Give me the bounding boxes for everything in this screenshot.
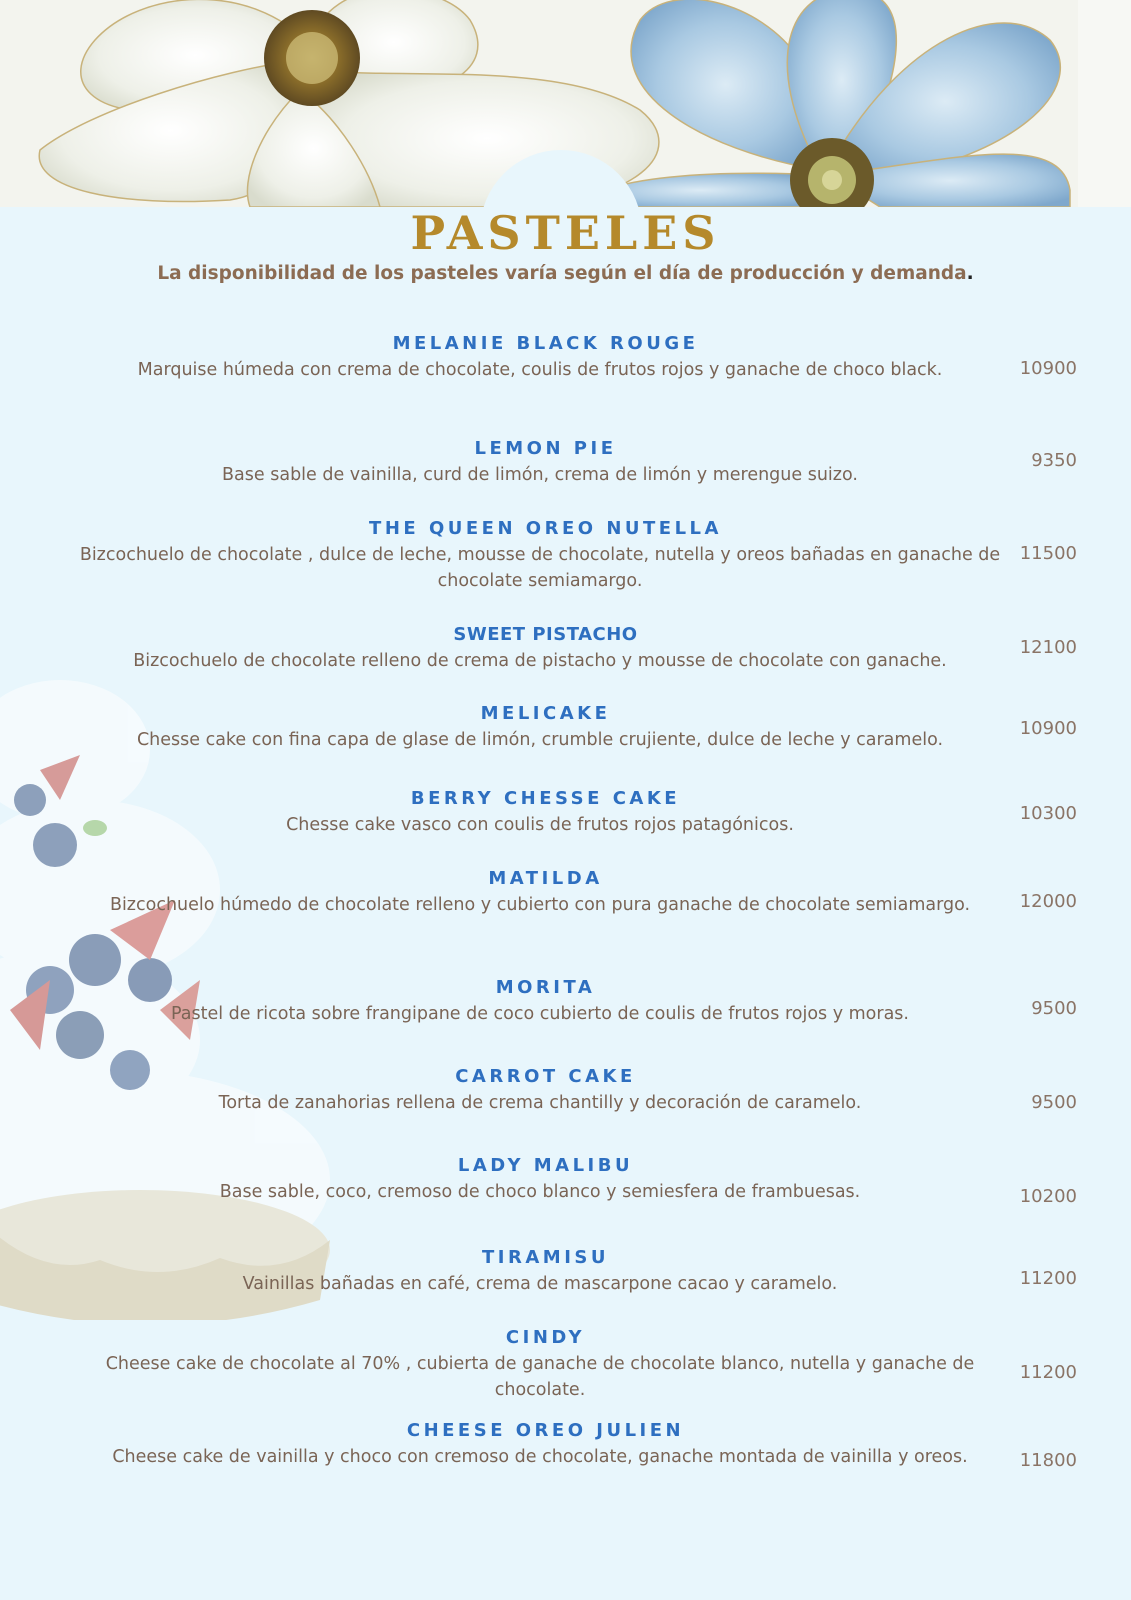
- item-description: Vainillas bañadas en café, crema de mascarpone cacao y caramelo.: [242, 1274, 838, 1294]
- item-name: SWEET PISTACHO: [453, 624, 638, 645]
- availability-note: [0, 263, 1131, 284]
- item-name: TIRAMISU: [482, 1247, 609, 1268]
- item-price: 9350: [1031, 450, 1077, 471]
- item-name: LADY MALIBU: [457, 1155, 634, 1176]
- item-name: THE QUEEN OREO NUTELLA: [369, 518, 722, 539]
- item-price: 10900: [1019, 718, 1077, 739]
- menu-item: [0, 516, 1131, 594]
- item-name: CARROT CAKE: [455, 1066, 636, 1087]
- item-price: 11800: [1019, 1450, 1077, 1471]
- item-description: Marquise húmeda con crema de chocolate, coulis de frutos rojos y ganache de choco black.: [137, 360, 943, 380]
- item-name: MATILDA: [488, 868, 603, 889]
- item-price: 11200: [1019, 1362, 1077, 1383]
- menu-item: [0, 786, 1131, 838]
- availability-note-period: .: [966, 263, 974, 284]
- availability-note-text: La disponibilidad de los pasteles varía según el día de producción y demanda: [157, 263, 967, 284]
- item-description: Chesse cake vasco con coulis de frutos rojos patagónicos.: [286, 815, 794, 835]
- menu-item: [0, 866, 1131, 918]
- item-price: 11500: [1019, 543, 1077, 564]
- item-price: 12000: [1019, 891, 1077, 912]
- item-description: Pastel de ricota sobre frangipane de coco cubierto de coulis de frutos rojos y moras.: [171, 1004, 909, 1024]
- item-price: 11200: [1019, 1268, 1077, 1289]
- item-description: Bizcochuelo de chocolate relleno de crema de pistacho y mousse de chocolate con ganache.: [133, 651, 947, 671]
- item-price: 10200: [1019, 1186, 1077, 1207]
- item-description: Torta de zanahorias rellena de crema chantilly y decoración de caramelo.: [218, 1093, 862, 1113]
- item-description: Base sable, coco, cremoso de choco blanco y semiesfera de frambuesas.: [219, 1182, 861, 1202]
- menu-item: [0, 331, 1131, 383]
- menu-item: [0, 701, 1131, 753]
- menu-item: [0, 975, 1131, 1027]
- item-name: CINDY: [505, 1327, 586, 1348]
- item-description: Bizcochuelo húmedo de chocolate relleno y cubierto con pura ganache de chocolate semiamargo.: [109, 895, 971, 915]
- menu-item: [0, 1418, 1131, 1470]
- item-name: MELICAKE: [480, 703, 611, 724]
- item-name: BERRY CHESSE CAKE: [410, 788, 681, 809]
- item-description: Chesse cake con fina capa de glase de limón, crumble crujiente, dulce de leche y caramelo.: [136, 730, 944, 750]
- item-name: MORITA: [495, 977, 596, 998]
- menu-item: [0, 436, 1131, 488]
- item-price: 12100: [1019, 637, 1077, 658]
- item-description: Bizcochuelo de chocolate , dulce de leche, mousse de chocolate, nutella y oreos bañadas en ganache de chocolate semiamargo.: [79, 545, 1001, 591]
- menu-item: [0, 1245, 1131, 1297]
- page-title: PASTELES: [410, 206, 721, 260]
- item-description: Cheese cake de vainilla y choco con cremoso de chocolate, ganache montada de vainilla y oreos.: [112, 1447, 968, 1467]
- item-name: CHEESE OREO JULIEN: [406, 1420, 685, 1441]
- menu-item: [0, 622, 1131, 674]
- item-description: Base sable de vainilla, curd de limón, crema de limón y merengue suizo.: [222, 465, 858, 485]
- item-price: 9500: [1031, 998, 1077, 1019]
- item-name: MELANIE BLACK ROUGE: [392, 333, 699, 354]
- item-price: 10300: [1019, 803, 1077, 824]
- item-description: Cheese cake de chocolate al 70% , cubierta de ganache de chocolate blanco, nutella y ganache de chocolate.: [105, 1354, 975, 1400]
- menu-item: [0, 1325, 1131, 1403]
- item-price: 9500: [1031, 1092, 1077, 1113]
- menu-item: [0, 1153, 1131, 1205]
- item-name: LEMON PIE: [474, 438, 617, 459]
- menu-item: [0, 1064, 1131, 1116]
- item-price: 10900: [1019, 358, 1077, 379]
